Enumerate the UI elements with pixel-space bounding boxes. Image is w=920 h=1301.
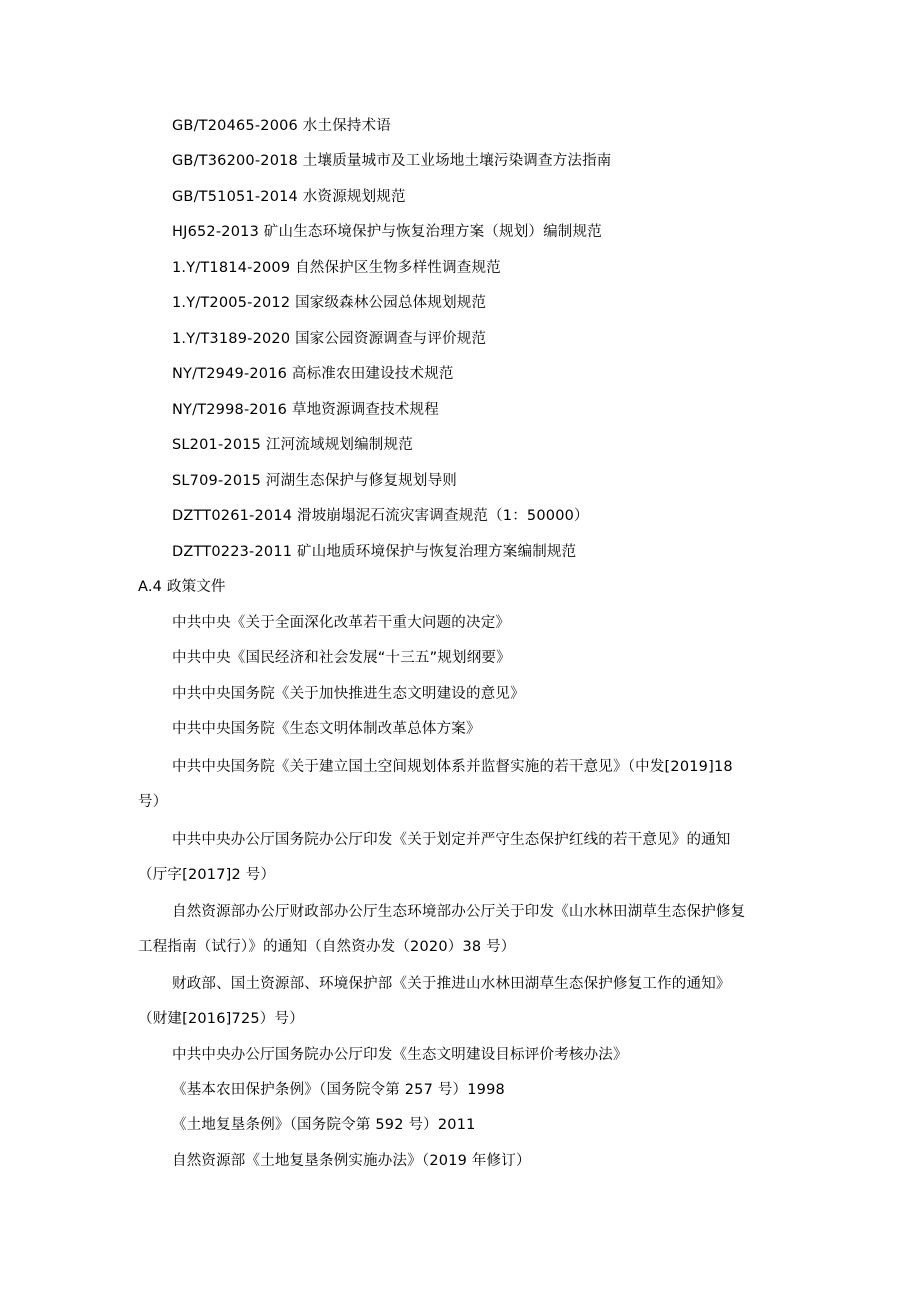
policy-item: 中共中央《国民经济和社会发展“十三五”规划纲要》 (172, 650, 511, 666)
standard-item: GB/T20465-2006 水土保持术语 (172, 118, 391, 134)
standard-item: HJ652-2013 矿山生态环境保护与恢复治理方案（规划）编制规范 (172, 224, 602, 240)
standard-item: NY/T2949-2016 高标准农田建设技术规范 (172, 366, 454, 382)
policy-item: 财政部、国土资源部、环境保护部《关于推进山水林田湖草生态保护修复工作的通知》 (172, 976, 731, 992)
policy-item: 中共中央国务院《生态文明体制改革总体方案》 (172, 721, 481, 737)
policy-item: 自然资源部《土地复垦条例实施办法》（2019 年修订） (172, 1153, 531, 1169)
policy-item: 《土地复垦条例》（国务院令第 592 号）2011 (172, 1117, 476, 1133)
policy-item-continuation: 工程指南（试行）》的通知（自然资办发（2020）38 号） (138, 939, 516, 955)
policy-item: 中共中央《关于全面深化改革若干重大问题的决定》 (172, 615, 511, 631)
standard-item: GB/T36200-2018 土壤质量城市及工业场地土壤污染调查方法指南 (172, 153, 612, 169)
policy-item-continuation: （财建[2016]725）号） (138, 1011, 304, 1027)
standard-item: NY/T2998-2016 草地资源调查技术规程 (172, 402, 439, 418)
policy-item: 中共中央国务院《关于建立国土空间规划体系并监督实施的若干意见》（中发[2019]18 (172, 759, 733, 775)
policy-item: 自然资源部办公厅财政部办公厅生态环境部办公厅关于印发《山水林田湖草生态保护修复 (172, 904, 746, 920)
policy-item: 中共中央办公厅国务院办公厅印发《关于划定并严守生态保护红线的若干意见》的通知 (172, 832, 731, 848)
policy-item: 中共中央办公厅国务院办公厅印发《生态文明建设目标评价考核办法》 (172, 1047, 628, 1063)
standard-item: SL201-2015 江河流域规划编制规范 (172, 437, 413, 453)
standard-item: 1.Y/T2005-2012 国家级森林公园总体规划规范 (172, 295, 487, 311)
policy-item-continuation: （厅字[2017]2 号） (138, 867, 276, 883)
standard-item: DZTT0223-2011 矿山地质环境保护与恢复治理方案编制规范 (172, 544, 577, 560)
standard-item: SL709-2015 河湖生态保护与修复规划导则 (172, 473, 457, 489)
standard-item: 1.Y/T3189-2020 国家公园资源调查与评价规范 (172, 331, 487, 347)
standard-item: DZTT0261-2014 滑坡崩塌泥石流灾害调查规范（1：50000） (172, 508, 589, 524)
policy-item: 《基本农田保护条例》（国务院令第 257 号）1998 (172, 1082, 505, 1098)
standard-item: GB/T51051-2014 水资源规划规范 (172, 189, 406, 205)
standard-item: 1.Y/T1814-2009 自然保护区生物多样性调查规范 (172, 260, 501, 276)
section-heading: A.4 政策文件 (138, 579, 226, 595)
policy-item-continuation: 号） (138, 794, 168, 810)
policy-item: 中共中央国务院《关于加快推进生态文明建设的意见》 (172, 686, 525, 702)
